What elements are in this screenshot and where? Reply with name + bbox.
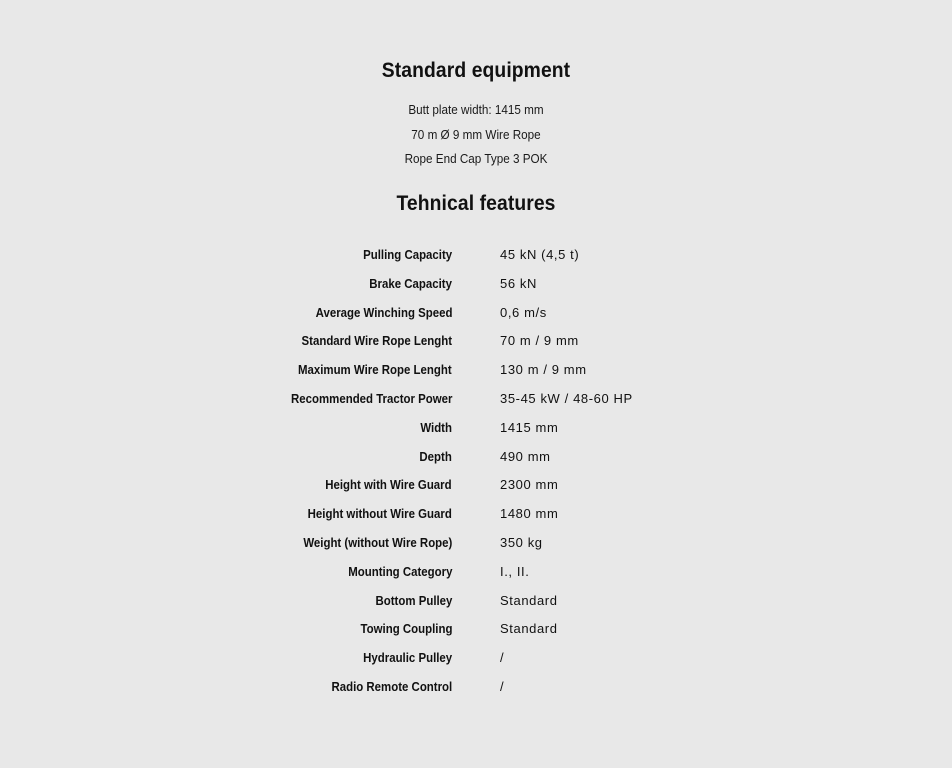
spec-row-brake-capacity [0,270,952,299]
spec-value: 130 m / 9 mm [500,362,587,378]
spec-value: 35-45 kW / 48-60 HP [500,390,633,406]
spec-row-weight [0,529,952,558]
spec-label: Average Winching Speed [315,304,452,320]
spec-label: Width [420,419,452,435]
spec-label: Mounting Category [347,563,452,579]
spec-value: 350 kg [500,534,543,550]
spec-label: Towing Coupling [360,621,452,637]
spec-row-recommended-tractor-power [0,385,952,414]
spec-label: Height with Wire Guard [325,477,452,493]
spec-value: 1415 mm [500,419,559,435]
spec-value: 45 kN (4,5 t) [500,247,580,262]
spec-row-standard-wire-rope-length [0,327,952,356]
spec-label: Recommended Tractor Power [290,390,452,406]
spec-row-maximum-wire-rope-length [0,356,952,385]
spec-label: Hydraulic Pulley [362,650,452,666]
spec-label: Standard Wire Rope Lenght [301,333,452,349]
spec-row-mounting-category [0,558,952,587]
spec-value: 0,6 m/s [500,304,547,320]
spec-row-width [0,414,952,443]
spec-label: Pulling Capacity [362,247,452,262]
spec-row-radio-remote-control [0,673,952,702]
spec-value: Standard [500,621,558,637]
equipment-item-butt-plate: Butt plate width: 1415 mm [408,102,544,117]
spec-row-height-without-wire-guard [0,500,952,529]
spec-value: / [500,678,505,694]
spec-value: I., II. [500,563,530,579]
spec-value: 56 kN [500,275,537,291]
spec-label: Bottom Pulley [375,592,452,608]
spec-label: Brake Capacity [369,275,452,291]
spec-value: 1480 mm [500,506,559,522]
spec-value: Standard [500,592,558,608]
spec-row-average-winching-speed [0,299,952,328]
technical-features-title: Tehnical features [396,192,556,215]
spec-value: 2300 mm [500,477,559,493]
spec-value: 70 m / 9 mm [500,333,579,349]
spec-row-height-with-wire-guard [0,471,952,500]
spec-label: Height without Wire Guard [307,506,452,522]
spec-label: Maximum Wire Rope Lenght [298,362,452,378]
spec-value: 490 mm [500,448,551,464]
spec-value: / [500,650,505,666]
spec-label: Weight (without Wire Rope) [302,534,452,550]
standard-equipment-title: Standard equipment [381,59,571,82]
spec-row-towing-coupling [0,615,952,644]
spec-row-hydraulic-pulley [0,644,952,673]
spec-row-depth [0,443,952,472]
spec-label: Depth [419,448,452,464]
equipment-item-wire-rope: 70 m Ø 9 mm Wire Rope [411,126,541,142]
spec-row-pulling-capacity [0,241,952,270]
technical-features-table [0,241,952,702]
standard-equipment-list [0,98,952,172]
equipment-item-rope-end-cap: Rope End Cap Type 3 POK [404,151,548,166]
spec-label: Radio Remote Control [331,678,452,694]
spec-row-bottom-pulley [0,587,952,616]
